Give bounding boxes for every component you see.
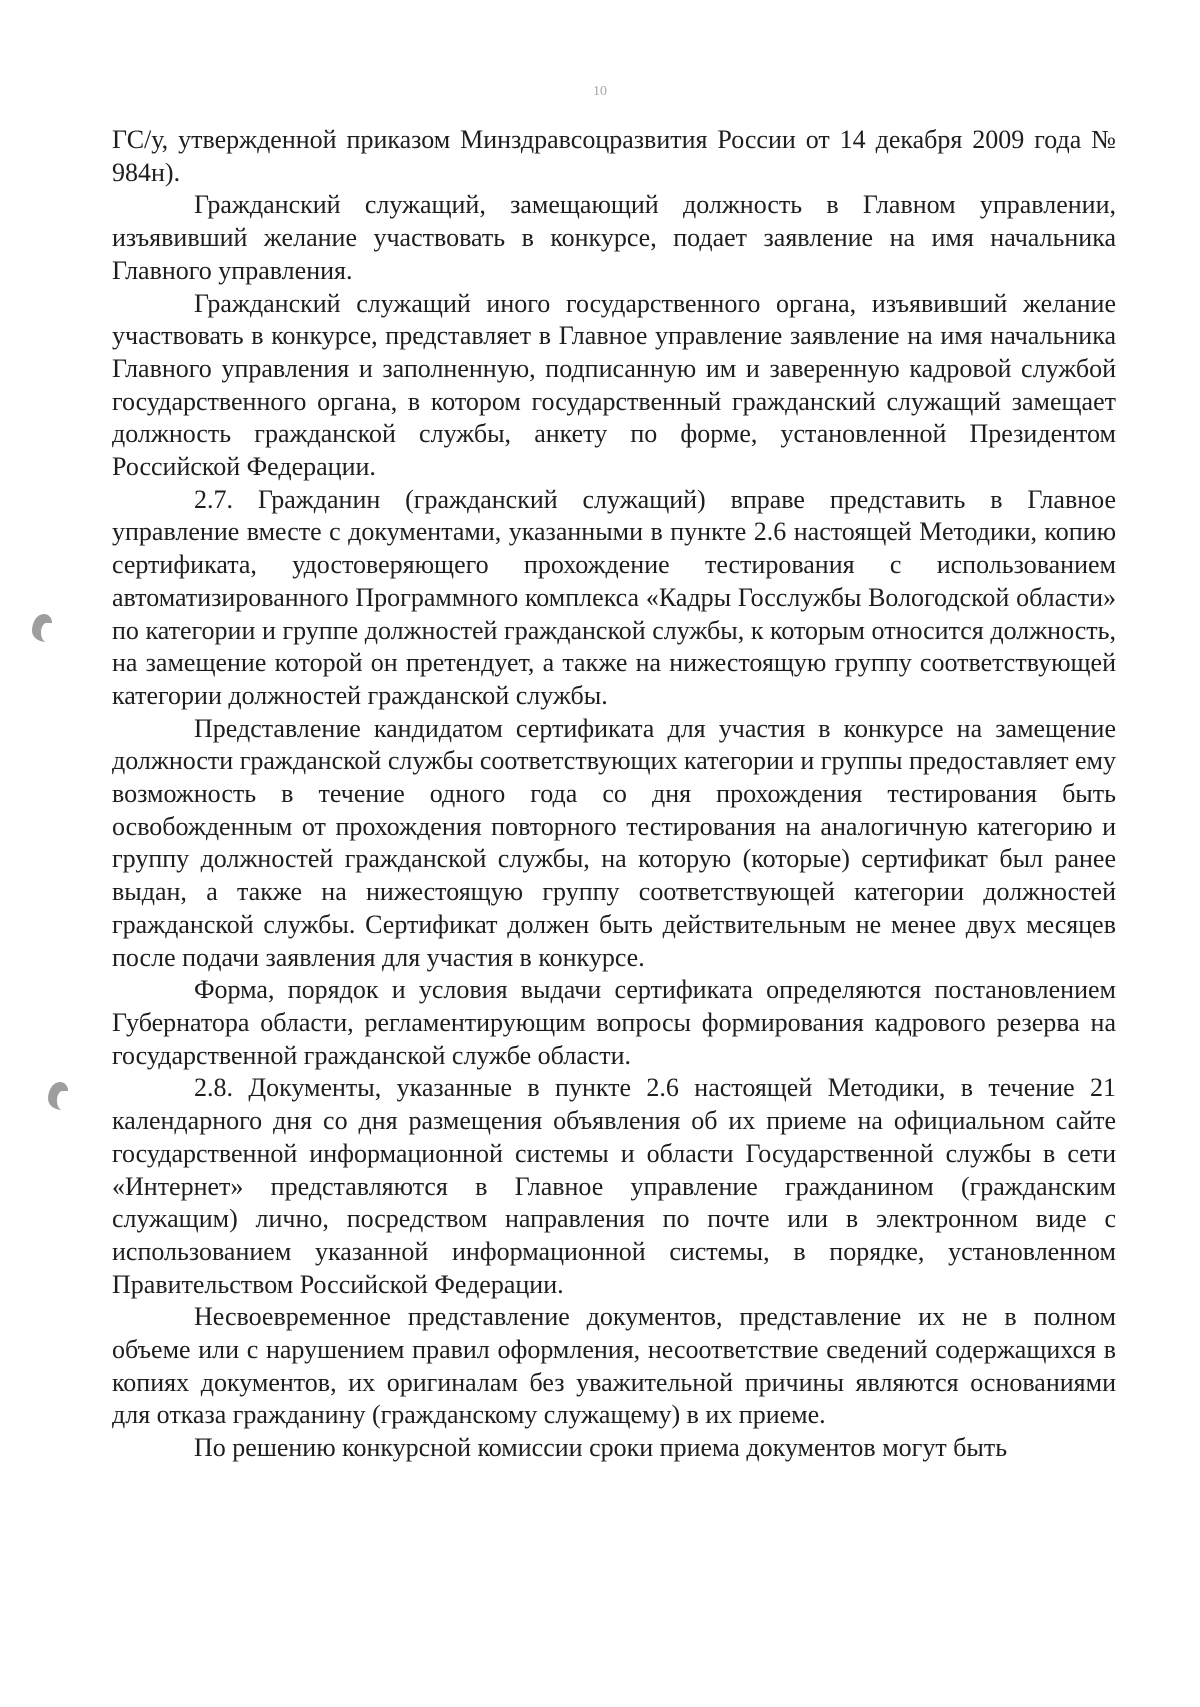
punch-hole-mark bbox=[32, 614, 52, 642]
page-number: 10 bbox=[593, 84, 607, 99]
paragraph: Гражданский служащий иного государственного органа, изъявивший желание участвовать в конкурсе, представляет в Главное управление заявление на имя начальника Главного управления и заполненную, подписанную им и заверенную кадровой службой государственного органа, в котором государственный гражданский служащий замещает должность гражданской службы, анкету по форме, установленной Президентом Российской Федерации. bbox=[112, 288, 1116, 482]
paragraph: 2.8. Документы, указанные в пункте 2.6 настоящей Методики, в течение 21 календарного дня со дня размещения объявления об их приеме на официальном сайте государственной информационной системы и области Государственной службы в сети «Интернет» представляются в Главное управление гражданином (гражданским служащим) лично, посредством направления по почте или в электронном виде с использованием указанной информационной системы, в порядке, установленном Правительством Российской Федерации. bbox=[112, 1073, 1116, 1299]
paragraph: По решению конкурсной комиссии сроки приема документов могут быть bbox=[194, 1433, 1008, 1463]
paragraph: Несвоевременное представление документов, представление их не в полном объеме или с нарушением правил оформления, несоответствие сведений содержащихся в копиях документов, их оригиналам без уважительной причины являются основаниями для отказа гражданину (гражданскому служащему) в их приеме. bbox=[112, 1302, 1116, 1430]
document-body bbox=[112, 124, 1116, 1465]
punch-hole-mark bbox=[48, 1082, 68, 1110]
paragraph: Представление кандидатом сертификата для участия в конкурсе на замещение должности гражданской службы соответствующих категории и группы предоставляет ему возможность в течение одного года со дня прохождения тестирования быть освобожденным от прохождения повторного тестирования на аналогичную категорию и группу должностей гражданской службы, на которую (которые) сертификат был ранее выдан, а также на нижестоящую группу соответствующей категории должностей гражданской службы. Сертификат должен быть действительным не менее двух месяцев после подачи заявления для участия в конкурсе. bbox=[112, 713, 1116, 972]
paragraph: ГС/у, утвержденной приказом Минздравсоцразвития России от 14 декабря 2009 года № 984н). bbox=[112, 125, 1116, 187]
paragraph: Гражданский служащий, замещающий должность в Главном управлении, изъявивший желание участвовать в конкурсе, подает заявление на имя начальника Главного управления. bbox=[112, 190, 1116, 285]
paragraph: Форма, порядок и условия выдачи сертификата определяются постановлением Губернатора области, регламентирующим вопросы формирования кадрового резерва на государственной гражданской службе области. bbox=[112, 975, 1116, 1070]
paragraph: 2.7. Гражданин (гражданский служащий) вправе представить в Главное управление вместе с документами, указанными в пункте 2.6 настоящей Методики, копию сертификата, удостоверяющего прохождение тестирования с использованием автоматизированного Программного комплекса «Кадры Госслужбы Вологодской области» по категории и группе должностей гражданской службы, к которым относится должность, на замещение которой он претендует, а также на нижестоящую группу соответствующей категории должностей гражданской службы. bbox=[112, 484, 1116, 710]
